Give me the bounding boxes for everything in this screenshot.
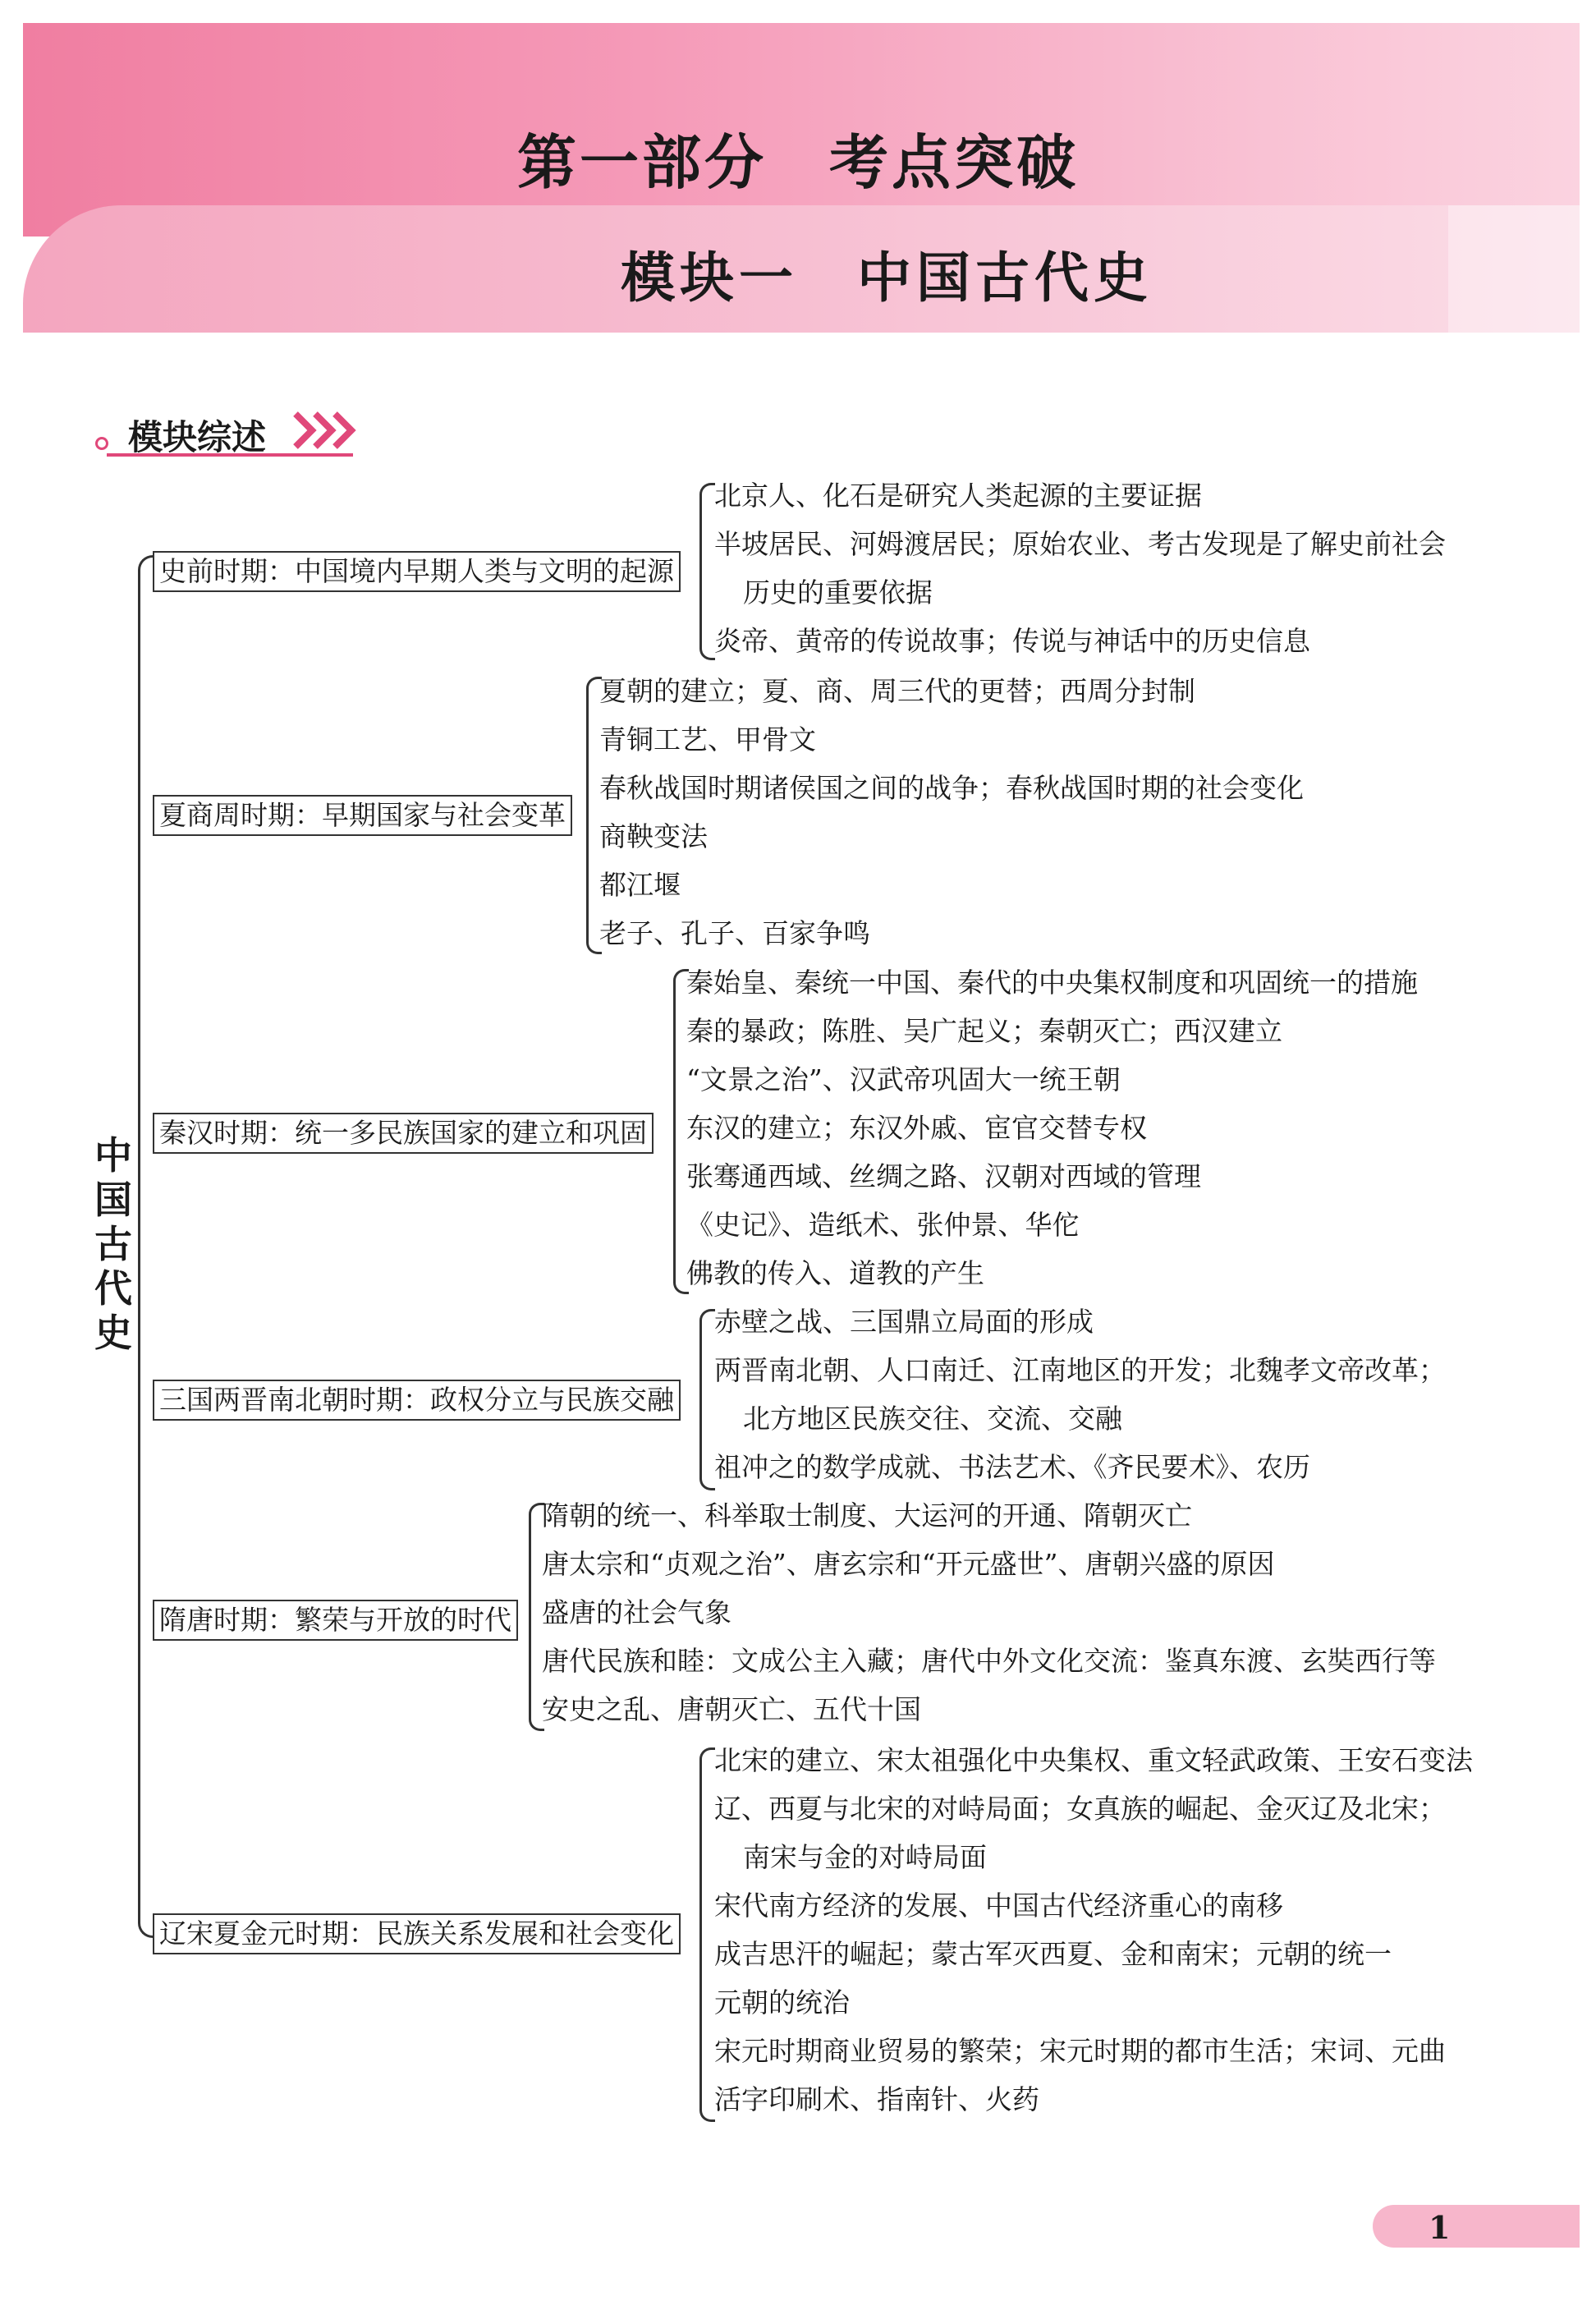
period-bracket	[699, 1309, 715, 1490]
section-bullet-icon	[95, 437, 108, 450]
list-item: 隋朝的统一、科举取士制度、大运河的开通、隋朝灭亡	[542, 1499, 1192, 1532]
root-label: 中国古代史	[94, 1133, 132, 1355]
period-label: 史前时期：中国境内早期人类与文明的起源	[153, 551, 681, 592]
page-number: 1	[1429, 2209, 1451, 2246]
list-item: 青铜工艺、甲骨文	[599, 723, 816, 755]
part-title: 第一部分 考点突破	[516, 128, 1079, 197]
list-item: 活字印刷术、指南针、火药	[714, 2083, 1039, 2115]
list-item: 宋代南方经济的发展、中国古代经济重心的南移	[714, 1890, 1283, 1922]
list-item: 佛教的传入、道教的产生	[686, 1257, 984, 1289]
list-item: 辽、西夏与北宋的对峙局面；女真族的崛起、金灭辽及北宋；	[714, 1793, 1446, 1825]
list-item: 元朝的统治	[714, 1986, 850, 2018]
period-bracket	[699, 483, 715, 660]
list-item: 唐太宗和“贞观之治”、唐玄宗和“开元盛世”、唐朝兴盛的原因	[542, 1548, 1275, 1580]
list-item: 秦的暴政；陈胜、吴广起义；秦朝灭亡；西汉建立	[686, 1015, 1282, 1047]
period-label: 夏商周时期：早期国家与社会变革	[153, 795, 572, 836]
list-item: 夏朝的建立；夏、商、周三代的更替；西周分封制	[599, 675, 1195, 707]
list-item: 盛唐的社会气象	[542, 1596, 732, 1628]
section-title: 模块综述	[128, 417, 267, 457]
list-item: 北方地区民族交往、交流、交融	[743, 1403, 1122, 1435]
list-item: 北宋的建立、宋太祖强化中央集权、重文轻武政策、王安石变法	[714, 1744, 1473, 1776]
list-item: 安史之乱、唐朝灭亡、五代十国	[542, 1693, 921, 1725]
page-number-badge	[1373, 2205, 1580, 2248]
chevron-right-icon	[332, 411, 356, 450]
period-bracket	[586, 677, 602, 954]
list-item: 唐代民族和睦：文成公主入藏；唐代中外文化交流：鉴真东渡、玄奘西行等	[542, 1645, 1436, 1677]
list-item: 半坡居民、河姆渡居民；原始农业、考古发现是了解史前社会	[714, 528, 1446, 560]
list-item: 宋元时期商业贸易的繁荣；宋元时期的都市生活；宋词、元曲	[714, 2035, 1446, 2067]
list-item: 成吉思汗的崛起；蒙古军灭西夏、金和南宋；元朝的统一	[714, 1938, 1392, 1970]
list-item: 都江堰	[599, 869, 681, 901]
list-item: 炎帝、黄帝的传说故事；传说与神话中的历史信息	[714, 625, 1310, 657]
period-label: 三国两晋南北朝时期：政权分立与民族交融	[153, 1380, 681, 1421]
module-title: 模块一 中国古代史	[621, 246, 1153, 310]
main-bracket	[138, 555, 155, 1938]
period-label: 秦汉时期：统一多民族国家的建立和巩固	[153, 1113, 654, 1154]
period-label: 辽宋夏金元时期：民族关系发展和社会变化	[153, 1913, 681, 1954]
list-item: 秦始皇、秦统一中国、秦代的中央集权制度和巩固统一的措施	[686, 967, 1418, 999]
list-item: 历史的重要依据	[743, 576, 933, 608]
list-item: 张骞通西域、丝绸之路、汉朝对西域的管理	[686, 1160, 1201, 1192]
list-item: 商鞅变法	[599, 820, 708, 852]
list-item: 东汉的建立；东汉外戚、宦官交替专权	[686, 1112, 1147, 1144]
list-item: 南宋与金的对峙局面	[743, 1841, 987, 1873]
list-item: 《史记》、造纸术、张仲景、华佗	[686, 1209, 1080, 1241]
period-label: 隋唐时期：繁荣与开放的时代	[153, 1600, 518, 1641]
period-bracket	[699, 1747, 715, 2122]
list-item: 两晋南北朝、人口南迁、江南地区的开发；北魏孝文帝改革；	[714, 1354, 1446, 1386]
list-item: 祖冲之的数学成就、书法艺术、《齐民要术》、农历	[714, 1451, 1310, 1483]
list-item: 老子、孔子、百家争鸣	[599, 917, 870, 949]
list-item: 北京人、化石是研究人类起源的主要证据	[714, 480, 1202, 512]
list-item: 赤壁之战、三国鼎立局面的形成	[714, 1306, 1094, 1338]
list-item: 春秋战国时期诸侯国之间的战争；春秋战国时期的社会变化	[599, 772, 1304, 804]
list-item: “文景之治”、汉武帝巩固大一统王朝	[686, 1063, 1121, 1095]
